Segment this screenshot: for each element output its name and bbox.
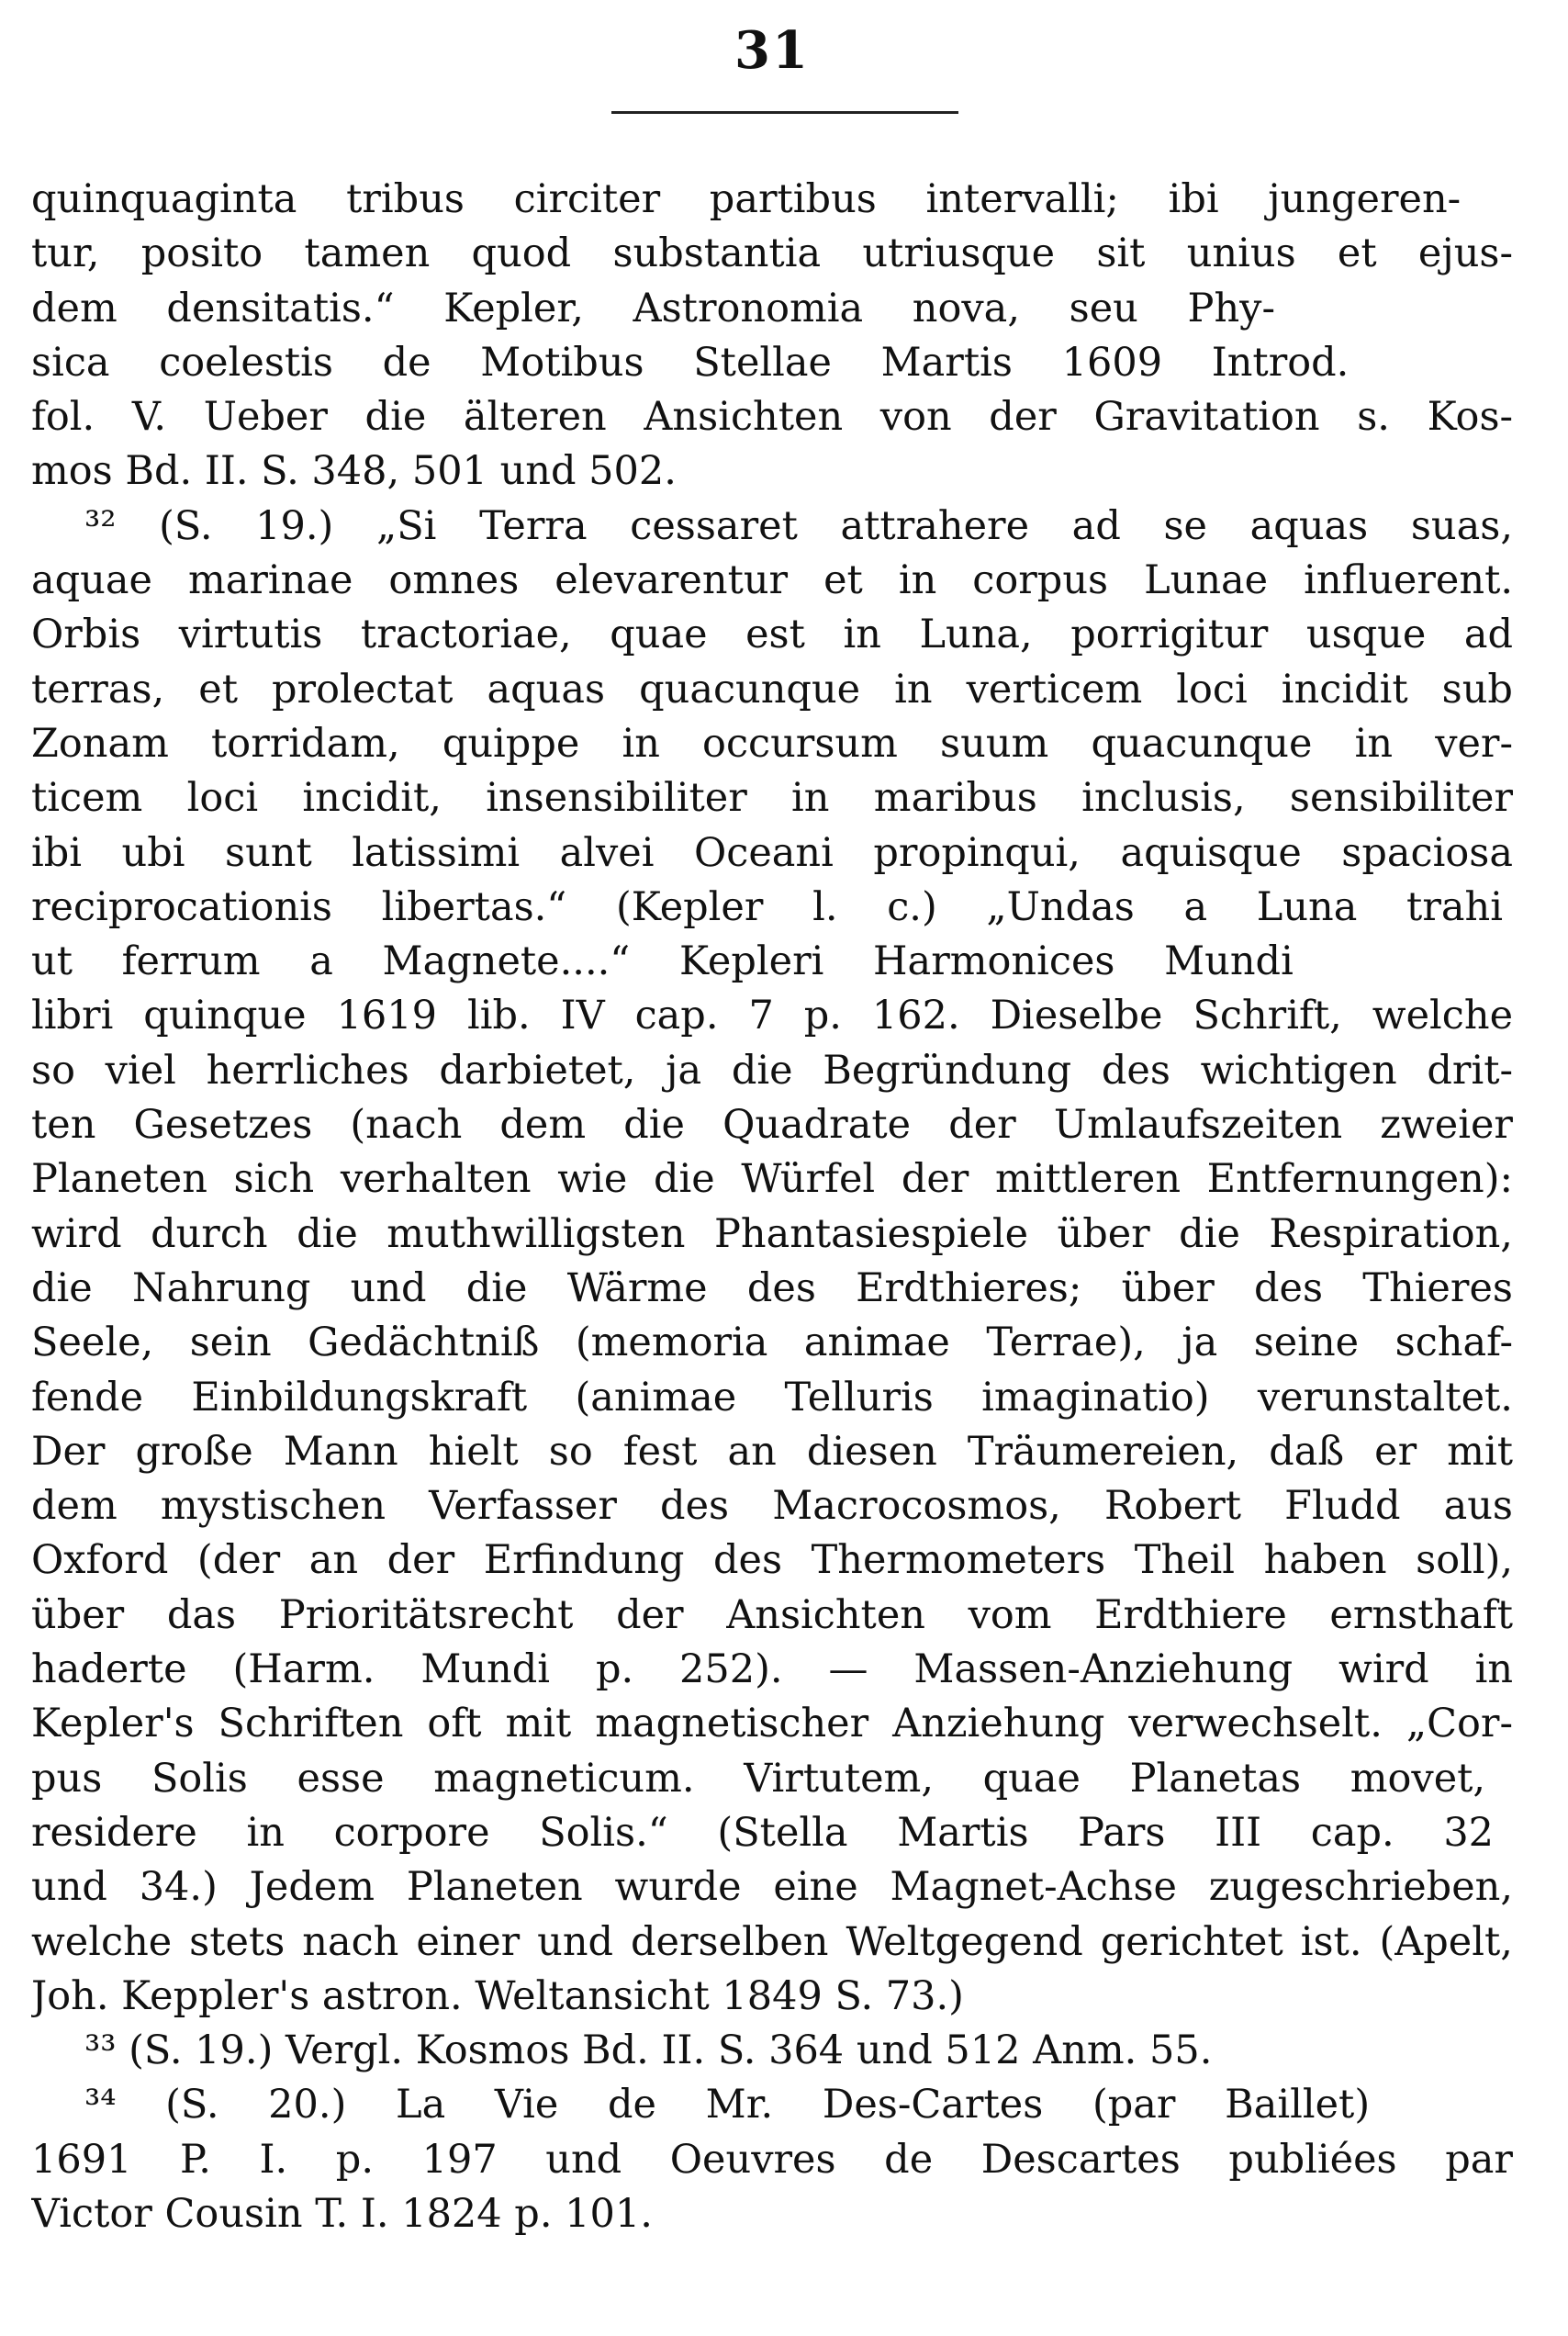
text-line: aquae marinae omnes elevarentur et in corpus Lunae influerent. bbox=[31, 557, 1513, 604]
text-line: dem mystischen Verfasser des Macrocosmos, Robert Fludd aus bbox=[31, 1483, 1513, 1530]
text-line: die Nahrung und die Wärme des Erdthieres; über des Thieres bbox=[31, 1264, 1513, 1311]
text-line: Victor Cousin T. I. 1824 p. 101. bbox=[31, 2190, 653, 2237]
text-line: welche stets nach einer und derselben Weltgegend gerichtet ist. (Apelt, bbox=[31, 1918, 1513, 1965]
text-line: Planeten sich verhalten wie die Würfel der mittleren Entfernungen): bbox=[31, 1156, 1513, 1203]
book-page bbox=[31, 0, 1513, 2336]
text-line: ticem loci incidit, insensibiliter in maribus inclusis, sensibiliter bbox=[31, 775, 1513, 822]
text-line: Oxford (der an der Erfindung des Thermometers Theil haben soll), bbox=[31, 1537, 1513, 1584]
text-line: ibi ubi sunt latissimi alvei Oceani propinqui, aquisque spaciosa bbox=[31, 829, 1513, 876]
text-line: und 34.) Jedem Planeten wurde eine Magnet-Achse zugeschrieben, bbox=[31, 1864, 1513, 1911]
footnote-text-block bbox=[31, 173, 1513, 2241]
text-line: ³³ (S. 19.) Vergl. Kosmos Bd. II. S. 364 und 512 Anm. 55. bbox=[84, 2027, 1213, 2074]
text-line: quinquaginta tribus circiter partibus intervalli; ibi jungeren- bbox=[31, 176, 1462, 222]
text-line: Seele, sein Gedächtniß (memoria animae Terrae), ja seine schaf- bbox=[31, 1320, 1513, 1366]
text-line: fol. V. Ueber die älteren Ansichten von der Gravitation s. Kos- bbox=[31, 394, 1513, 441]
text-line: ³² (S. 19.) „Si Terra cessaret attrahere ad se aquas suas, bbox=[84, 502, 1513, 549]
text-line: Zonam torridam, quippe in occursum suum quacunque in ver- bbox=[31, 720, 1513, 767]
text-line: dem densitatis.“ Kepler, Astronomia nova, seu Phy- bbox=[31, 285, 1275, 331]
text-line: wird durch die muthwilligsten Phantasiespiele über die Respiration, bbox=[31, 1210, 1513, 1257]
text-line: reciprocationis libertas.“ (Kepler l. c.) „Undas a Luna trahi bbox=[31, 883, 1503, 930]
text-line: tur, posito tamen quod substantia utriusque sit unius et ejus- bbox=[31, 230, 1513, 277]
text-line: Joh. Keppler's astron. Weltansicht 1849 S. 73.) bbox=[31, 1972, 964, 2019]
text-line: sica coelestis de Motibus Stellae Martis 1609 Introd. bbox=[31, 339, 1350, 386]
text-line: Der große Mann hielt so fest an diesen Träumereien, daß er mit bbox=[31, 1428, 1513, 1475]
header-rule bbox=[611, 111, 958, 114]
text-line: libri quinque 1619 lib. IV cap. 7 p. 162. Dieselbe Schrift, welche bbox=[31, 993, 1513, 1039]
text-line: fende Einbildungskraft (animae Telluris imaginatio) verunstaltet. bbox=[31, 1374, 1513, 1421]
text-line: ut ferrum a Magnete....“ Kepleri Harmonices Mundi bbox=[31, 938, 1294, 985]
text-line: residere in corpore Solis.“ (Stella Martis Pars III cap. 32 bbox=[31, 1809, 1495, 1856]
text-line: mos Bd. II. S. 348, 501 und 502. bbox=[31, 448, 677, 495]
text-line: ³⁴ (S. 20.) La Vie de Mr. Des-Cartes (par Baillet) bbox=[84, 2082, 1371, 2128]
text-line: terras, et prolectat aquas quacunque in verticem loci incidit sub bbox=[31, 666, 1513, 713]
text-line: Kepler's Schriften oft mit magnetischer Anziehung verwechselt. „Cor- bbox=[31, 1701, 1513, 1747]
text-line: haderte (Harm. Mundi p. 252). — Massen-Anziehung wird in bbox=[31, 1646, 1513, 1693]
page-number: 31 bbox=[734, 20, 810, 81]
text-line: so viel herrliches darbietet, ja die Begründung des wichtigen drit- bbox=[31, 1047, 1513, 1094]
text-line: Orbis virtutis tractoriae, quae est in Luna, porrigitur usque ad bbox=[31, 612, 1513, 658]
text-line: ten Gesetzes (nach dem die Quadrate der Umlaufszeiten zweier bbox=[31, 1102, 1513, 1149]
text-line: pus Solis esse magneticum. Virtutem, quae Planetas movet, bbox=[31, 1755, 1486, 1802]
text-line: 1691 P. I. p. 197 und Oeuvres de Descartes publiées par bbox=[31, 2136, 1513, 2183]
text-line: über das Prioritätsrecht der Ansichten vom Erdthiere ernsthaft bbox=[31, 1591, 1513, 1638]
